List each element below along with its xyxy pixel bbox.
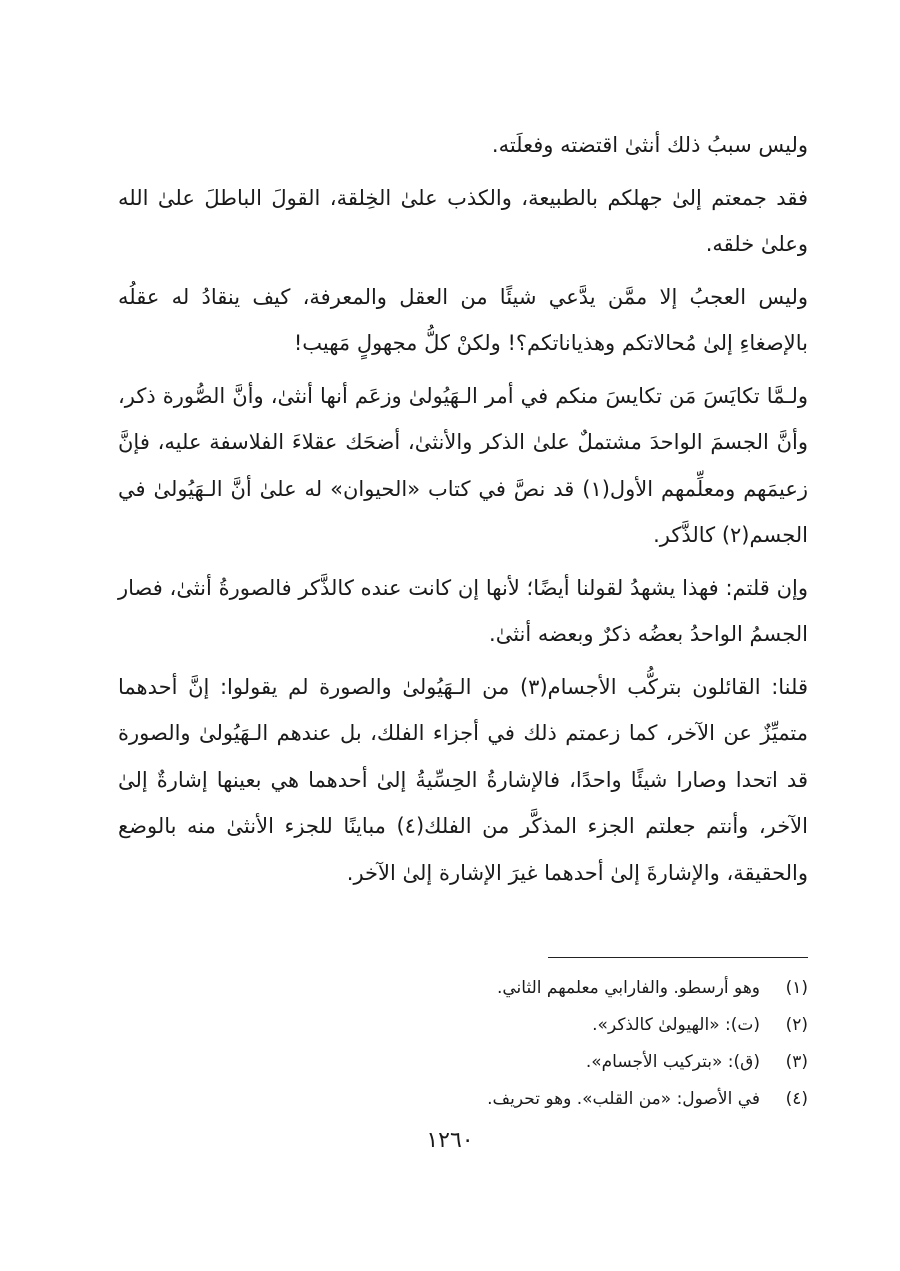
footnote-separator [548,957,808,958]
footnote-number: (١) [785,978,808,998]
footnote-text: (ق): «بتركيب الأجسام». [585,1052,760,1072]
footnote-text: (ت): «الهيولىٰ كالذكر». [592,1015,760,1035]
paragraph-3: وليس العجبُ إلا ممَّن يدَّعي شيئًا من العقل والمعرفة، كيف ينقادُ له عقلُه بالإصغاءِ إلىٰ مُحالاتكم وهذياناتكم؟! ولكنْ كلُّ مجهولٍ مَهيب! [118,284,808,355]
footnote-number: (٣) [785,1052,808,1072]
footnote-text: وهو أرسطو. والفارابي معلمهم الثاني. [496,978,760,998]
paragraph-2: فقد جمعتم إلىٰ جهلكم بالطبيعة، والكذب علىٰ الخِلقة، القولَ الباطلَ علىٰ الله وعلىٰ خلقه. [118,185,808,256]
footnote-text: في الأصول: «من القلب». وهو تحريف. [487,1089,760,1109]
footnote-3 [118,1044,808,1081]
footnote-number: (٢) [785,1015,808,1035]
paragraph-6: قلنا: القائلون بتركُّب الأجسام(٣) من الـهَيُولىٰ والصورة لم يقولوا: إنَّ أحدهما متميِّزٌ عن الآخر، كما زعمتم ذلك في أجزاء الفلك، بل عندهم الـهَيُولىٰ والصورة قد اتحدا وصارا شيئًا واحدًا، فالإشارةُ الحِسِّيةُ إلىٰ أحدهما هي بعينها إشارةٌ إلىٰ الآخر، وأنتم جعلتم الجزء المذكَّر من الفلك(٤) مباينًا للجزء الأنثىٰ منه بالوضع والحقيقة، والإشارةَ إلىٰ أحدهما غيرَ الإشارة إلىٰ الآخر. [118,674,808,885]
footnote-number: (٤) [785,1089,808,1109]
main-text [118,122,808,902]
paragraph-4: ولـمَّا تكايَسَ مَن تكايسَ منكم في أمر الـهَيُولىٰ وزعَم أنها أنثىٰ، وأنَّ الصُّورة ذكر، وأنَّ الجسمَ الواحدَ مشتملٌ علىٰ الذكر والأنثىٰ، أضحَك عقلاءَ الفلاسفة عليه، فإنَّ زعيمَهم ومعلِّمهم الأول(١) قد نصَّ في كتاب «الحيوان» له علىٰ أنَّ الـهَيُولىٰ في الجسم(٢) كالذَّكر. [118,383,809,547]
paragraph-5: وإن قلتم: فهذا يشهدُ لقولنا أيضًا؛ لأنها إن كانت عنده كالذَّكر فالصورةُ أنثىٰ، فصار الجسمُ الواحدُ بعضُه ذكرٌ وبعضه أنثىٰ. [118,575,808,646]
footnote-2 [118,1007,808,1044]
page-number: ١٢٦٠ [426,1128,474,1153]
footnote-4 [118,1081,808,1118]
paragraph-1: وليس سببُ ذلك أنثىٰ اقتضته وفعلَته. [491,133,808,157]
footnotes [118,970,808,1118]
footnote-1 [118,970,808,1007]
